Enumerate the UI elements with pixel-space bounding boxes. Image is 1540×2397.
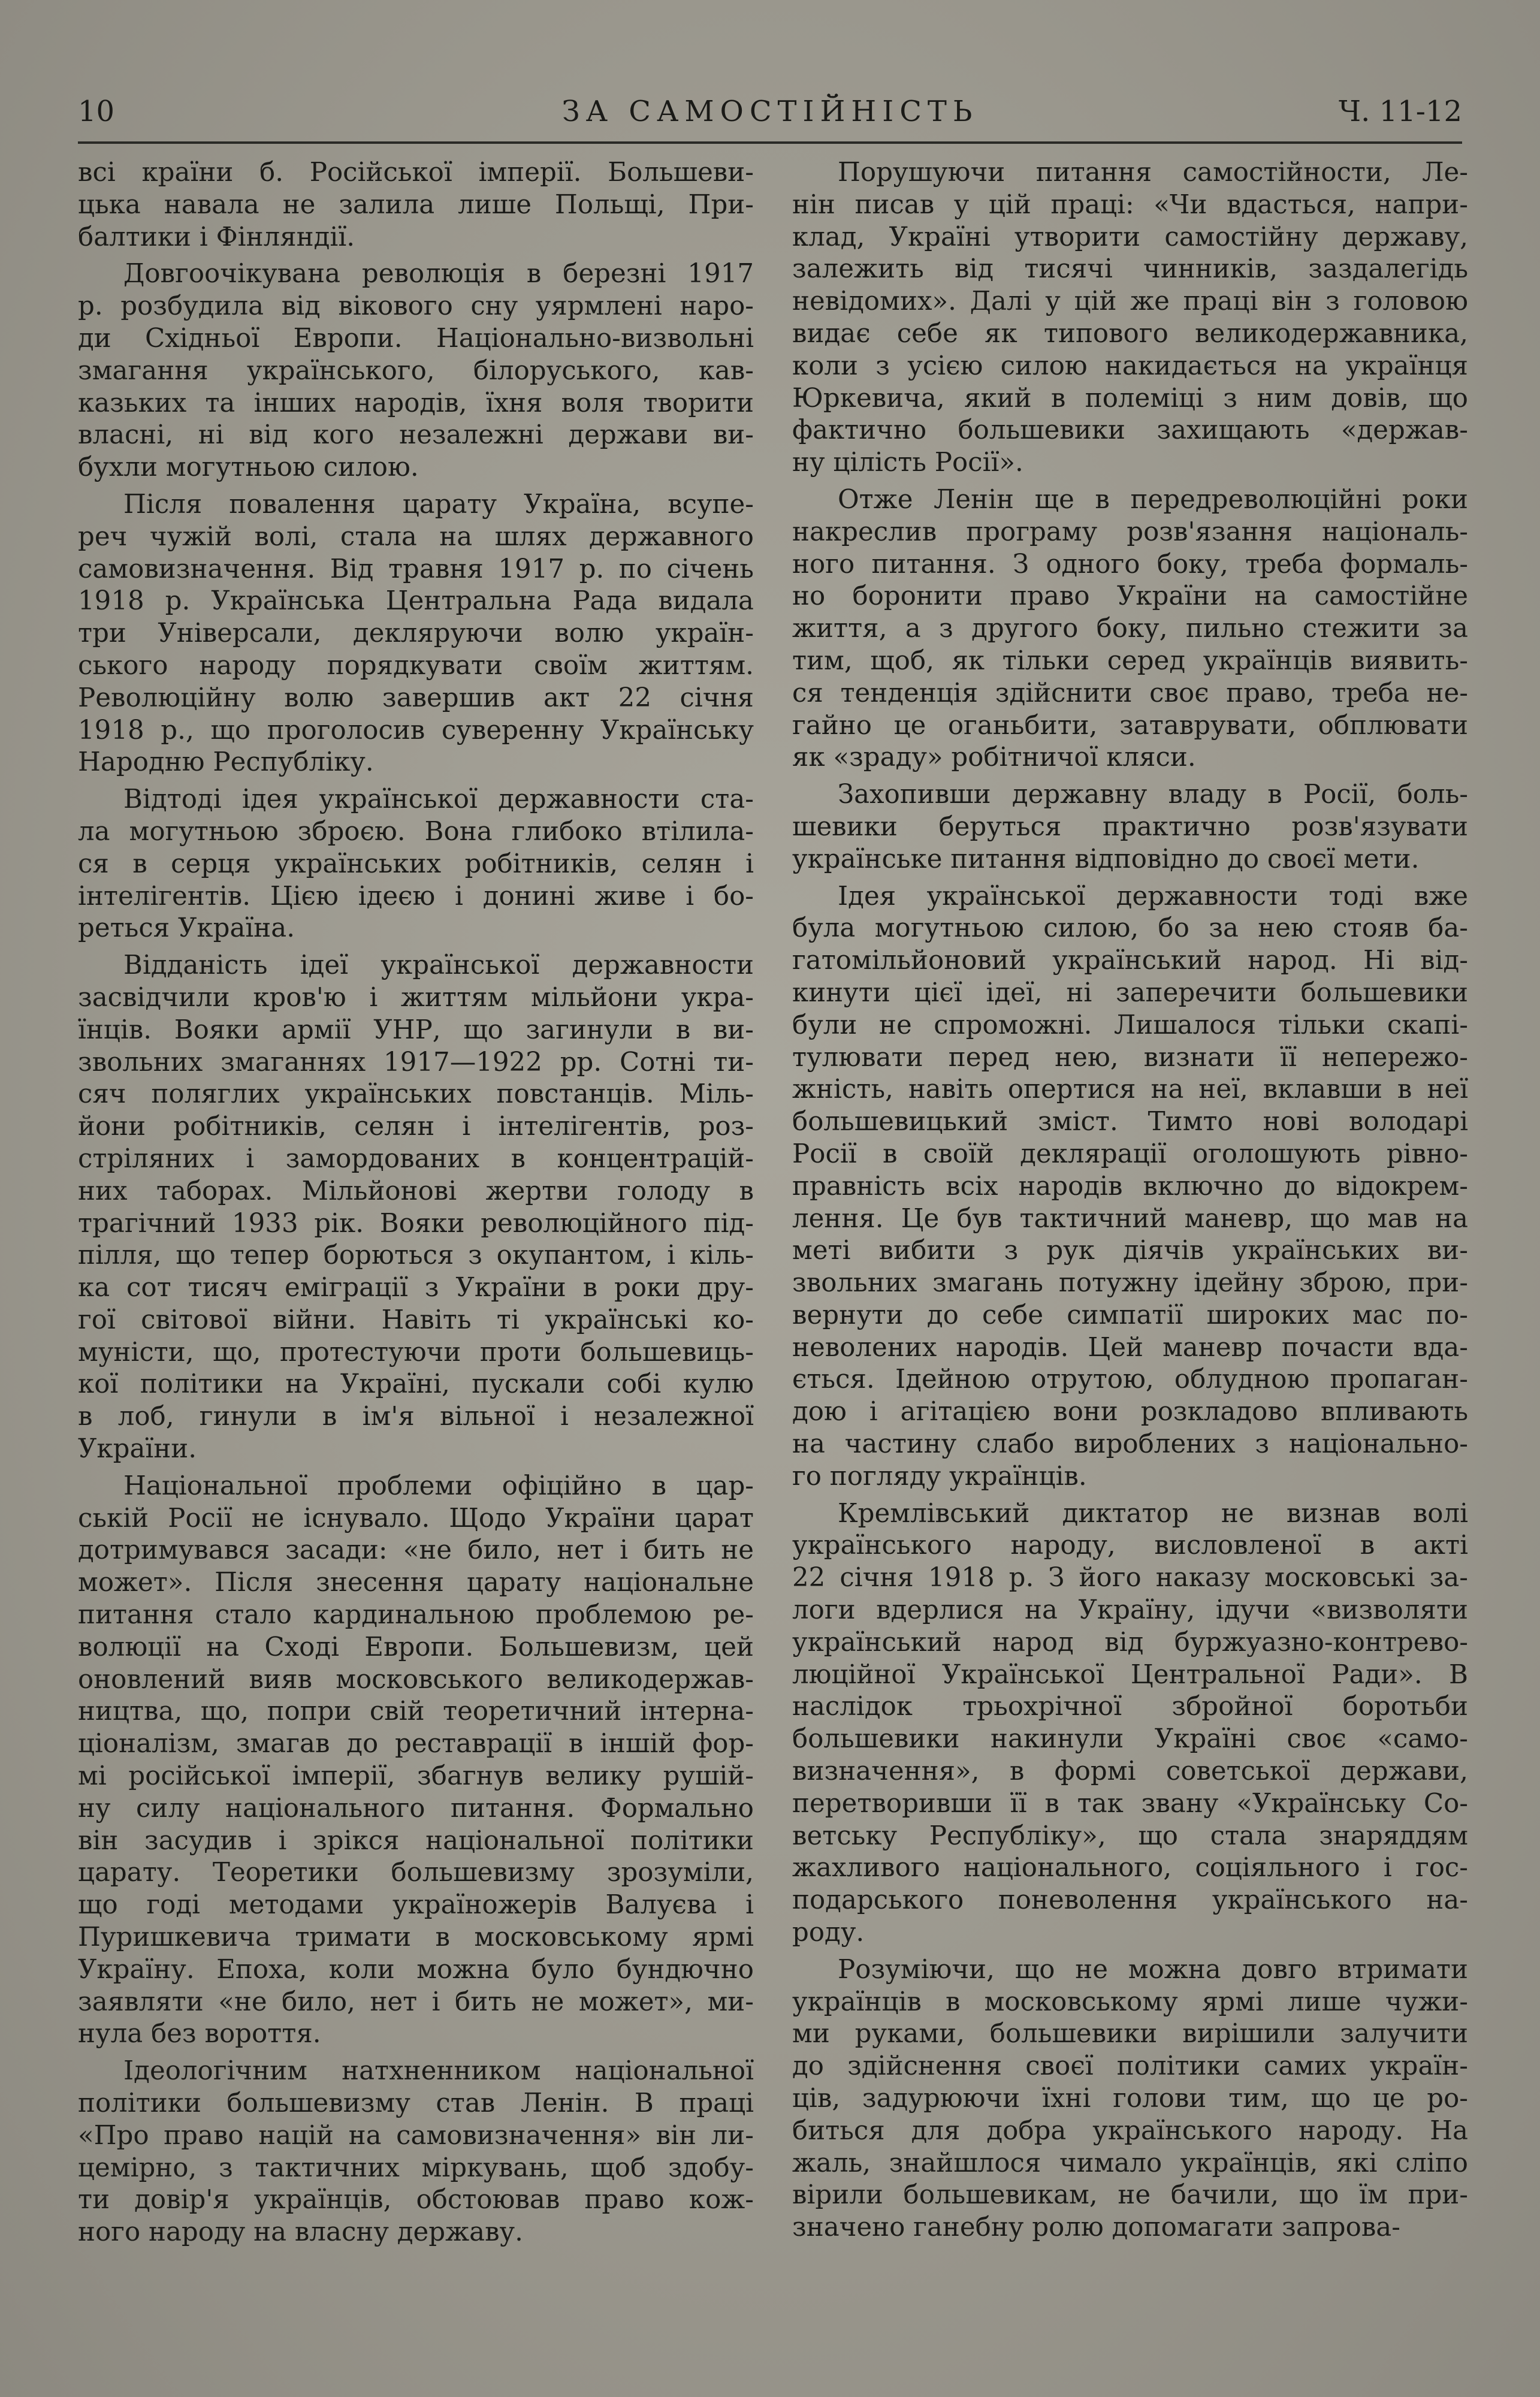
text-line: ського народу порядкувати своїм життям. (78, 650, 754, 681)
text-line: Юркевича, який в полеміці з ним довів, що (792, 383, 1468, 413)
text-line: большевицький зміст. Тимто нові володарі (792, 1107, 1468, 1137)
text-line: дотримувався засади: «не било, нет і бить не (78, 1535, 754, 1566)
right-column (792, 157, 1468, 2254)
paragraph (78, 784, 754, 945)
text-line: цька навала не залила лише Польщі, При- (78, 189, 754, 220)
text-line: Україну. Епоха, коли можна було бундючно (78, 1954, 754, 1985)
text-line: фактично большевики захищають «держав- (792, 415, 1468, 446)
text-line: ництва, що, попри свій теоретичний інтерна- (78, 1696, 754, 1727)
text-line: Відтоді ідея української державности ста- (123, 784, 754, 815)
text-line: логи вдерлися на Україну, ідучи «визволяти (792, 1595, 1468, 1626)
paragraph (78, 1471, 754, 2051)
text-line: перетворивши її в так звану «Українську Со- (792, 1788, 1468, 1819)
text-line: ну силу національного питання. Формально (78, 1793, 754, 1824)
text-line: Народню Республіку. (78, 747, 374, 778)
text-line: биться для добра українського народу. На (792, 2115, 1468, 2146)
text-line: залежить від тисячі чинників, заздалегідь (792, 254, 1468, 285)
text-line: трагічний 1933 рік. Вояки революційного під- (78, 1208, 754, 1239)
text-line: три Універсали, декляруючи волю україн- (78, 618, 754, 649)
text-line: подарського поневолення українського на- (792, 1885, 1468, 1916)
text-line: 1918 р., що проголосив суверенну Українську (78, 715, 754, 745)
text-line: лення. Це був тактичний маневр, що мав на (792, 1203, 1468, 1234)
text-line: заявляти «не било, нет і бить не может», ми- (78, 1987, 754, 2017)
text-line: цемірно, з тактичних міркувань, щоб здобу- (78, 2153, 754, 2183)
text-line: жність, навіть опертися на неї, вклавши в неї (792, 1074, 1468, 1105)
paragraph (792, 484, 1468, 774)
text-line: р. розбудила від вікового сну уярмлені наро- (78, 291, 754, 322)
paragraph (792, 881, 1468, 1493)
text-line: может». Після знесення царату національне (78, 1568, 754, 1598)
text-line: ла могутньою зброєю. Вона глибоко втілила- (78, 816, 754, 847)
text-line: українського народу, висловленої в акті (792, 1530, 1468, 1561)
text-line: Розуміючи, що не можна довго втримати (838, 1954, 1468, 1985)
text-line: роду. (792, 1918, 865, 1948)
header-rule (78, 141, 1462, 144)
page-number: 10 (78, 95, 115, 128)
text-line: ціоналізм, змагав до реставрації в іншій фор- (78, 1729, 754, 1759)
text-line: Пуришкевича тримати в московському ярмі (78, 1922, 754, 1953)
text-line: була могутньою силою, бо за нею стояв ба- (792, 913, 1468, 944)
text-line: правність всіх народів включно до відокрем- (792, 1171, 1468, 1201)
text-line: жахливого національного, соціяльного і гос- (792, 1853, 1468, 1883)
text-line: ного народу на власну державу. (78, 2217, 523, 2248)
text-line: казьких та інших народів, їхня воля творити (78, 388, 754, 418)
text-line: клад, Україні утворити самостійну державу, (792, 222, 1468, 252)
text-line: Росії в своїй деклярації оголошують рівно- (792, 1139, 1468, 1169)
left-column (78, 157, 754, 2254)
text-line: вернути до себе симпатії широких мас по- (792, 1300, 1468, 1330)
text-line: го погляду українців. (792, 1461, 1087, 1492)
text-line: ється. Ідейною отрутою, облудною пропаган- (792, 1364, 1468, 1395)
text-line: змагання українського, білоруського, кав- (78, 355, 754, 386)
text-line: шевики беруться практично розв'язувати (792, 811, 1468, 842)
text-line: оновлений вияв московського великодержав- (78, 1664, 754, 1695)
text-line: балтики і Фінляндії. (78, 222, 355, 252)
text-line: ській Росії не існувало. Щодо України царат (78, 1503, 754, 1533)
text-line: неволених народів. Цей маневр почасти вда- (792, 1332, 1468, 1363)
text-line: нін писав у цій праці: «Чи вдасться, напри- (792, 189, 1468, 220)
text-line: всі країни б. Російської імперії. Большеви- (78, 158, 754, 188)
text-line: коли з усією силою накидається на українця (792, 351, 1468, 381)
text-line: що годі методами україножерів Валуєва і (78, 1890, 754, 1921)
text-line: в лоб, гинули в ім'я вільної і незалежної (78, 1402, 754, 1432)
text-line: ди Східньої Европи. Національно-визвольні (78, 323, 754, 354)
text-line: дою і агітацією вони розкладово впливають (792, 1397, 1468, 1427)
text-line: нула без вороття. (78, 2019, 321, 2049)
text-line: ветську Республіку», що стала знаряддям (792, 1821, 1468, 1851)
text-line: муністи, що, протестуючи проти большевиць- (78, 1337, 754, 1367)
text-line: Отже Ленін ще в передреволюційні роки (838, 484, 1468, 515)
text-line: політики большевизму став Ленін. В праці (78, 2088, 754, 2119)
text-line: стріляних і замордованих в концентрацій- (78, 1143, 754, 1174)
text-line: мі російської імперії, збагнув велику рушій- (78, 1761, 754, 1792)
text-line: засвідчили кров'ю і життям мільйони укра- (78, 982, 754, 1013)
text-line: ну цілість Росії». (792, 448, 1023, 478)
paragraph (792, 1954, 1468, 2244)
text-line: невідомих». Далі у цій же праці він з головою (792, 286, 1468, 317)
text-line: наслідок трьохрічної збройної боротьби (792, 1692, 1468, 1722)
text-line: накреслив програму розв'язання національ- (792, 517, 1468, 547)
text-line: волюції на Сході Европи. Большевизм, цей (78, 1632, 754, 1662)
text-line: Довгоочікувана революція в березні 1917 (123, 259, 754, 289)
issue-number: Ч. 11-12 (1339, 95, 1462, 128)
text-line: большевики накинули Україні своє «само- (792, 1724, 1468, 1755)
text-line: українців в московському ярмі лише чужи- (792, 1987, 1468, 2017)
text-line: питання стало кардинальною проблемою ре- (78, 1600, 754, 1631)
text-line: реться Україна. (78, 913, 295, 944)
text-line: Відданість ідеї української державности (123, 950, 754, 981)
text-line: ка сот тисяч еміграції з України в роки дру- (78, 1273, 754, 1303)
text-line: Захопивши державну владу в Росії, боль- (838, 780, 1468, 810)
text-line: ся в серця українських робітників, селян і (78, 849, 754, 879)
text-line: на частину слабо вироблених з національно- (792, 1429, 1468, 1460)
text-line: бухли могутньою силою. (78, 452, 419, 483)
text-line: царату. Теоретики большевизму зрозуміли, (78, 1858, 754, 1888)
text-line: ся тенденція здійснити своє право, треба не- (792, 678, 1468, 708)
paragraph (78, 950, 754, 1466)
text-line: них таборах. Мільйонові жертви голоду в (78, 1176, 754, 1206)
text-line: реч чужій волі, стала на шлях державного (78, 521, 754, 552)
text-line: меті вибити з рук діячів українських ви- (792, 1236, 1468, 1266)
text-line: тим, щоб, як тільки серед українців виявить- (792, 645, 1468, 676)
text-line: видає себе як типового великодержавника, (792, 318, 1468, 349)
text-line: но боронити право України на самостійне (792, 581, 1468, 612)
text-line: йони робітників, селян і інтелігентів, роз- (78, 1112, 754, 1142)
text-line: українське питання відповідно до своєї мети. (792, 844, 1420, 874)
text-line: самовизначення. Від травня 1917 р. по січень (78, 554, 754, 584)
text-line: життя, а з другого боку, пильно стежити за (792, 614, 1468, 644)
text-line: їнців. Вояки армії УНР, що загинули в ви- (78, 1015, 754, 1045)
paragraph (78, 157, 754, 253)
text-line: гайно це оганьбити, затаврувати, обплювати (792, 710, 1468, 741)
text-line: пілля, що тепер борються з окупантом, і кіль- (78, 1240, 754, 1271)
text-line: до здійснення своєї політики самих україн- (792, 2051, 1468, 2082)
text-line: ців, задурюючи їхні голови тим, що це ро- (792, 2084, 1468, 2114)
text-line: Ідея української державности тоді вже (838, 881, 1468, 911)
paragraph (792, 1498, 1468, 1949)
text-line: Після повалення царату Україна, всупе- (123, 489, 754, 520)
text-line: були не спроможні. Лишалося тільки скапі- (792, 1010, 1468, 1040)
text-line: 1918 р. Українська Центральна Рада видала (78, 586, 754, 617)
text-line: Ідеологічним натхненником національної (123, 2056, 754, 2087)
page-header (78, 89, 1462, 137)
text-line: український народ від буржуазно-контрево- (792, 1627, 1468, 1658)
text-line: вірили большевикам, не бачили, що їм при- (792, 2180, 1468, 2211)
text-line: 22 січня 1918 р. З його наказу московські за- (792, 1563, 1468, 1593)
text-line: тулювати перед нею, визнати її непережо- (792, 1042, 1468, 1073)
text-line: кої політики на Україні, пускали собі кулю (78, 1369, 754, 1400)
text-line: люційної Української Центральної Ради». В (792, 1659, 1468, 1690)
text-line: власні, ні від кого незалежні держави ви- (78, 420, 754, 451)
text-line: значено ганебну ролю допомагати запрова- (792, 2212, 1400, 2243)
text-line: звольних змаганнях 1917—1922 рр. Сотні ти- (78, 1047, 754, 1077)
text-line: Кремлівський диктатор не визнав волі (838, 1498, 1468, 1529)
text-line: Національної проблеми офіційно в цар- (123, 1471, 754, 1501)
paragraph (78, 258, 754, 484)
text-line: «Про право націй на самовизначення» він ли- (78, 2120, 754, 2151)
paragraph (78, 2055, 754, 2249)
text-line: кинути цієї ідеї, ні заперечити большевики (792, 977, 1468, 1008)
text-line: ти довір'я українців, обстоював право кож- (78, 2185, 754, 2215)
text-line: він засудив і зрікся національної політики (78, 1825, 754, 1856)
text-line: сяч поляглих українських повстанців. Міль- (78, 1079, 754, 1110)
text-line: ми руками, большевики вирішили залучити (792, 2019, 1468, 2049)
text-line: інтелігентів. Цією ідеєю і донині живе і бо- (78, 881, 754, 911)
text-line: Революційну волю завершив акт 22 січня (78, 683, 754, 713)
text-line: звольних змагань потужну ідейну зброю, при- (792, 1268, 1468, 1299)
text-line: визначення», в формі советської держави, (792, 1756, 1468, 1787)
text-line: як «зраду» робітничої кляси. (792, 742, 1196, 773)
paragraph (78, 489, 754, 779)
journal-title: ЗА САМОСТІЙНІСТЬ (561, 95, 979, 128)
text-line: гатомільйоновий український народ. Ні від- (792, 946, 1468, 976)
paragraph (792, 779, 1468, 876)
text-line: ного питання. З одного боку, треба формаль- (792, 549, 1468, 579)
text-line: гої світової війни. Навіть ті українські ко- (78, 1305, 754, 1335)
paragraph (792, 157, 1468, 479)
text-line: України. (78, 1434, 197, 1465)
text-line: Порушуючи питання самостійности, Ле- (838, 158, 1468, 188)
text-line: жаль, знайшлося чимало українців, які сліпо (792, 2148, 1468, 2178)
